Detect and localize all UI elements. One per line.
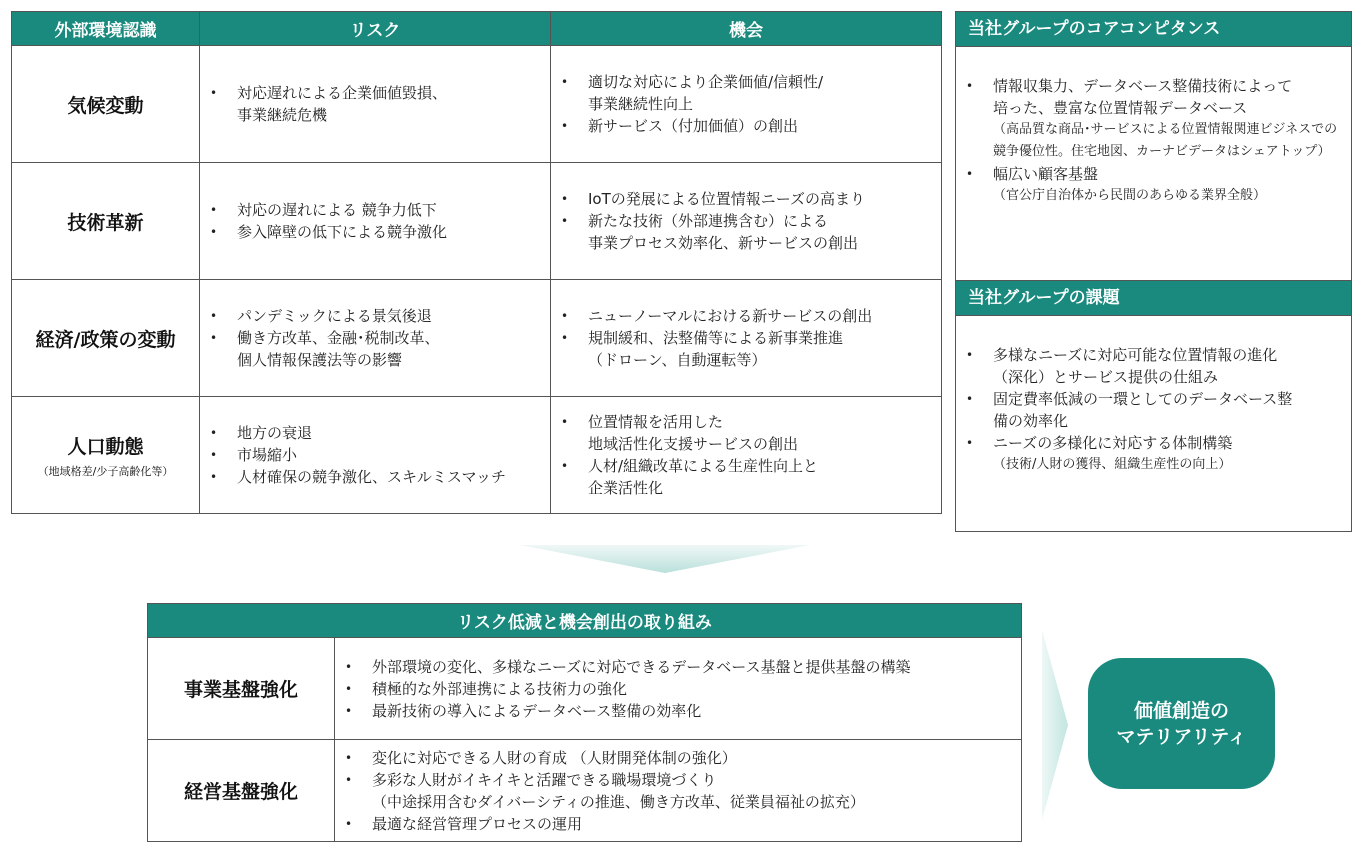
core-item-text: 幅広い顧客基盤 [993,165,1099,183]
risk-item-text: 対応遅れによる企業価値毀損、 事業継続危機 [237,84,448,124]
opportunity-item [561,71,933,115]
opportunity-item [561,115,933,137]
risk-item-text: 参入障壁の低下による競争激化 [237,223,448,241]
opportunity-item-text: 適切な対応により企業価値/信頼性/ 事業継続性向上 [588,73,824,113]
action-item-text: 最新技術の導入によるデータベース整備の効率化 [372,701,702,720]
right-arrow-icon [1042,630,1072,820]
risk-item-text: 働き方改革、金融･税制改革、 個人情報保護法等の影響 [237,329,440,369]
action-cell [335,638,1022,740]
action-item [345,769,1011,813]
action-item [345,656,1011,678]
matrix-row [12,163,942,280]
matrix-row [12,46,942,163]
risk-item-text: 地方の衰退 [237,424,313,442]
header-env: 外部環境認識 [12,12,200,46]
risk-item [210,305,542,327]
issue-item [966,388,1341,432]
opportunity-item-text: 新サービス（付加価値）の創出 [588,117,799,135]
opportunity-item [561,411,933,455]
issues-title: 当社グループの課題 [955,280,1352,316]
core-item-text: 情報収集力、データベース整備技術によって 培った、豊富な位置情報データベース [993,77,1293,117]
action-item-text: 多彩な人財がイキイキと活躍できる職場環境づくり （中途採用含むダイバーシティの推進、働き方改革、従業員福祉の拡充） [372,770,865,811]
down-arrow-icon [520,545,810,575]
issue-item [966,344,1341,388]
opportunity-cell [551,163,942,280]
matrix-row-label [12,46,200,163]
action-row-label: 事業基盤強化 [148,638,335,740]
action-item [345,813,1011,835]
issue-item-text: 多様なニーズに対応可能な位置情報の進化 （深化）とサービス提供の仕組み [993,346,1278,386]
risk-item [210,221,542,243]
risk-item [210,82,542,126]
matrix-row-label [12,163,200,280]
actions-table [147,603,1022,842]
opportunity-cell [551,397,942,514]
opportunity-item [561,455,933,499]
action-item-text: 最適な経営管理プロセスの運用 [372,814,583,833]
core-item-note: （官公庁自治体から民間のあらゆる業界全般） [993,188,1267,203]
external-environment-matrix [11,11,942,514]
opportunity-item-text: 規制緩和、法整備等による新事業推進 （ドローン、自動運転等） [588,329,844,369]
issue-item-text: ニーズの多様化に対応する体制構築 [993,434,1233,452]
risk-cell [200,280,551,397]
opportunity-item [561,327,933,371]
action-item-text: 変化に対応できる人財の育成 （人財開発体制の強化） [372,748,737,767]
risk-cell [200,163,551,280]
risk-item [210,327,542,371]
matrix-row-label-text: 人口動態 [67,435,144,458]
action-item [345,678,1011,700]
opportunity-item-text: 位置情報を活用した 地域活性化支援サービスの創出 [588,413,799,453]
matrix-row-label-text: 経済/政策の変動 [35,328,176,351]
action-item-text: 外部環境の変化、多様なニーズに対応できるデータベース基盤と提供基盤の構築 [372,657,911,676]
opportunity-cell [551,280,942,397]
issues-panel [955,280,1352,532]
matrix-row-sublabel: （地域格差/少子高齢化等） [37,464,174,478]
matrix-row-label [12,397,200,514]
risk-item-text: 対応の遅れによる 競争力低下 [237,201,437,219]
opportunity-item-text: IoTの発展による位置情報ニーズの高まり [588,190,866,208]
action-row [148,740,1022,842]
header-opportunity: 機会 [551,12,942,46]
opportunity-item-text: 新たな技術（外部連携含む）による 事業プロセス効率化、新サービスの創出 [588,212,859,252]
core-item-note: （高品質な商品･サービスによる位置情報関連ビジネスでの競争優位性。住宅地図、カーナビデータはシェアトップ） [993,122,1338,159]
risk-item [210,444,542,466]
issue-item [966,432,1341,476]
core-item [966,163,1341,207]
action-cell [335,740,1022,842]
matrix-row [12,280,942,397]
action-item [345,700,1011,722]
header-risk: リスク [200,12,551,46]
opportunity-item [561,210,933,254]
matrix-row-label [12,280,200,397]
action-item-text: 積極的な外部連携による技術力の強化 [372,679,628,698]
risk-item-text: 人材確保の競争激化、スキルミスマッチ [237,468,506,486]
action-row [148,638,1022,740]
risk-item-text: 市場縮小 [237,446,298,464]
matrix-row-label-text: 気候変動 [67,94,144,117]
issues-body [955,316,1352,532]
core-competence-panel [955,11,1352,291]
opportunity-cell [551,46,942,163]
matrix-row-label-text: 技術革新 [67,211,144,234]
opportunity-item-text: ニューノーマルにおける新サービスの創出 [588,307,873,325]
opportunity-item [561,305,933,327]
materiality-badge: 価値創造の マテリアリティ [1088,658,1275,789]
risk-item-text: パンデミックによる景気後退 [237,307,432,325]
issue-item-text: 固定費率低減の一環としてのデータベース整 備の効率化 [993,390,1293,430]
action-item [345,747,1011,769]
risk-item [210,199,542,221]
risk-cell [200,397,551,514]
opportunity-item-text: 人材/組織改革による生産性向上と 企業活性化 [588,457,819,497]
opportunity-item [561,188,933,210]
issue-item-note: （技術/人財の獲得、組織生産性の向上） [993,457,1232,472]
risk-cell [200,46,551,163]
core-competence-body [955,47,1352,291]
matrix-row [12,397,942,514]
core-competence-title: 当社グループのコアコンピタンス [955,11,1352,47]
risk-item [210,422,542,444]
action-row-label: 経営基盤強化 [148,740,335,842]
risk-item [210,466,542,488]
actions-title: リスク低減と機会創出の取り組み [148,604,1022,638]
core-item [966,75,1341,163]
